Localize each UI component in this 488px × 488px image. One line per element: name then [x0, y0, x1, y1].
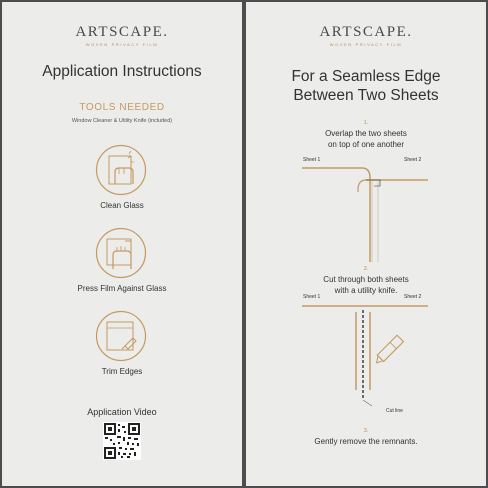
step-number-1: 1. [363, 120, 369, 126]
page-title-line2: Between Two Sheets [293, 87, 439, 104]
step-number-2: 2. [363, 266, 369, 272]
step2-line2: with a utility knife. [334, 286, 398, 295]
step3-text: Gently remove the remnants. [314, 437, 418, 446]
step-label-clean: Clean Glass [100, 201, 144, 210]
right-panel [246, 2, 486, 486]
tools-heading: TOOLS NEEDED [79, 102, 165, 113]
spray-glass-icon [95, 144, 147, 196]
left-panel [2, 2, 242, 486]
utility-knife-icon [95, 310, 147, 362]
brand-logo: ARTSCAPE. [75, 24, 169, 40]
tools-subtitle: Window Cleaner & Utility Knife (included) [71, 118, 173, 124]
step2-line1: Cut through both sheets [323, 275, 409, 284]
sheet1-label: Sheet 1 [303, 294, 321, 300]
sheet1-label: Sheet 1 [303, 157, 321, 163]
step1-line1: Overlap the two sheets [325, 129, 407, 138]
hand-press-icon [95, 227, 147, 279]
overlap-diagram [300, 162, 430, 262]
brand-tagline: WOVEN PRIVACY FILM [85, 42, 159, 47]
page-title-line1: For a Seamless Edge [291, 68, 441, 85]
page-title: Application Instructions [42, 63, 202, 80]
qr-code-icon[interactable] [103, 422, 141, 460]
step1-line2: on top of one another [327, 140, 405, 149]
cut-line-label: Cut line [386, 408, 403, 414]
step-label-press: Press Film Against Glass [77, 284, 167, 293]
step-label-trim: Trim Edges [101, 367, 143, 376]
video-label: Application Video [87, 407, 157, 417]
sheet2-label: Sheet 2 [404, 294, 422, 300]
brand-tagline: WOVEN PRIVACY FILM [329, 42, 403, 47]
sheet2-label: Sheet 2 [404, 157, 422, 163]
brand-logo: ARTSCAPE. [319, 24, 413, 40]
cut-diagram [300, 300, 430, 410]
step-number-3: 3. [363, 428, 369, 434]
